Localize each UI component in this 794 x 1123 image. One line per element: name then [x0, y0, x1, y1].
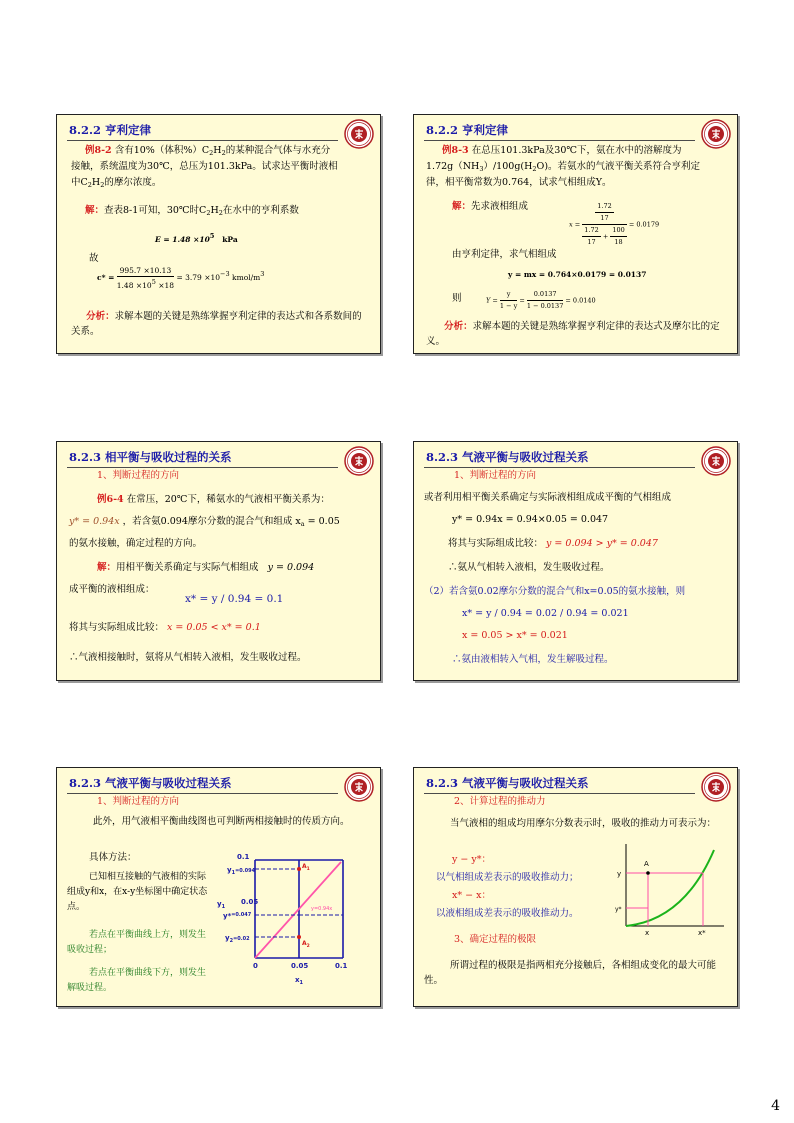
analysis-paragraph — [71, 309, 366, 339]
conc-numerator: 995.7 ×10.13 — [117, 265, 174, 277]
slide-gas-liquid-equilibrium-absorption — [413, 441, 738, 681]
slide-driving-force-and-limit — [413, 767, 738, 1007]
x-label: x — [645, 929, 650, 937]
example-text: 在总压101.3kPa及30℃下，氨在水中的溶解度为 — [471, 145, 682, 156]
conclusion-1: ∴氨从气相转入液相，发生吸收过程。 — [448, 562, 610, 573]
conclusion-line: ∴气液相接触时，氨将从气相转入液相，发生吸收过程。 — [69, 652, 307, 663]
y-tick-top: 0.1 — [237, 853, 250, 861]
example-line-2-tail: = 0.05 — [304, 516, 340, 527]
below-curve-text: 若点在平衡曲线下方，则发生解吸过程。 — [67, 968, 207, 993]
xstar-equation: x* = y / 0.94 = 0.1 — [185, 593, 284, 605]
slide-henry-law-example-8-3 — [413, 114, 738, 354]
university-seal-icon — [701, 772, 731, 802]
conc-den-base: 1.48 ×10 — [116, 281, 152, 290]
solution-line — [97, 560, 314, 575]
driving-force-chart — [614, 840, 729, 940]
x-den-a-top: 1.72 — [582, 225, 600, 237]
x-denominator: $\frac{1.72}{17}$ + $\frac{100}{18}$ — [584, 226, 625, 246]
slide-equilibrium-absorption-relation — [56, 441, 381, 681]
conc-unit: kmol/m — [232, 273, 261, 282]
Y-mid-num: 0.0137 — [527, 289, 563, 301]
mole-ratio-equation: Y = $\frac{y}{1 - y}$ = $\frac{0.0137}{1 - 0.0137}$ = 0.0140 — [486, 290, 596, 310]
intro-line: 或者利用相平衡关系确定与实际液相组成成平衡的气相组成 — [424, 492, 672, 503]
compare-line — [448, 536, 658, 551]
y1-label: $y_1^{=0.094}$ — [227, 866, 256, 876]
method-label: 具体方法： — [89, 852, 137, 863]
x-den-b-top: 100 — [610, 225, 626, 237]
y2-label: $y_2^{=0.02}$ — [225, 934, 250, 944]
slide-title: 8.2.3 气液平衡与吸收过程关系 — [426, 776, 589, 790]
x-num-top: 1.72 — [595, 201, 613, 213]
conc-den-tail: ×18 — [155, 281, 175, 290]
subheading: 1、判断过程的方向 — [454, 470, 537, 481]
slide-title: 8.2.2 亨利定律 — [426, 123, 509, 137]
university-seal-icon — [701, 119, 731, 149]
compare-line — [69, 620, 261, 635]
henry-eq: E = 1.48 ×10 — [155, 235, 210, 244]
a-label: A — [644, 860, 649, 868]
intro-paragraph: 此外，用气液相平衡曲线图也可判断两相接触时的传质方向。 — [93, 816, 350, 827]
ystar-label: y* — [615, 906, 622, 913]
title-divider — [424, 140, 695, 141]
Y-result: = 0.0140 — [565, 296, 596, 305]
university-seal-icon — [701, 446, 731, 476]
liquid-expression: x* − x： — [452, 890, 491, 901]
conc-denominator — [117, 277, 174, 291]
part-2-line — [424, 584, 685, 599]
ystar-label: y*$^{=0.047}$ — [223, 912, 252, 920]
solution-line: 解：查表8-1可知，30℃时$C_2H_2$在水中的亨利系数 — [85, 205, 299, 217]
gas-expression: y − y*： — [452, 854, 491, 865]
method-description: 已知相互接触的气液相的实际组成y和x，在x-y坐标图中确定状态点。 — [67, 872, 208, 912]
university-seal-icon — [344, 119, 374, 149]
example-line-1 — [97, 492, 330, 507]
slide-title: 8.2.3 气液平衡与吸收过程关系 — [426, 450, 589, 464]
subheading: 1、判断过程的方向 — [97, 470, 180, 481]
solution-y-value: y = 0.094 — [267, 562, 315, 573]
conc-fraction — [117, 265, 174, 291]
example-line-2-b: ）/100g(H — [483, 161, 533, 172]
example-line-2: 接触，系统温度为30℃，总压为101.3kPa。试求达平衡时液相 — [71, 161, 338, 172]
x-lhs: x = — [569, 220, 581, 229]
example-line-3-b: 的摩尔浓度。 — [104, 177, 162, 188]
ystar-equation: y* = 0.94x = 0.94×0.05 = 0.047 — [452, 514, 609, 525]
gas-description: 以气相组成差表示的吸收推动力； — [436, 872, 579, 883]
x-tick-05: 0.05 — [291, 962, 309, 970]
equilibrium-eq: y* = 0.94x — [69, 516, 120, 527]
example-text: 含有10%（体积%）C — [114, 145, 210, 156]
conc-lhs: c* = — [97, 273, 115, 282]
example-line-3: 的氨水接触，确定过程的方向。 — [69, 538, 203, 549]
driving-force-text: 当气液相的组成均用摩尔分数表示时，吸收的推动力可表示为： — [450, 818, 717, 829]
university-seal-icon — [344, 446, 374, 476]
university-seal-icon — [344, 772, 374, 802]
y-tick-mid: 0.05 — [241, 898, 259, 906]
compare-equation-2: x = 0.05 > x* = 0.021 — [462, 630, 568, 641]
example-line-3: 律，相平衡常数为0.764，试求气相组成Y。 — [426, 177, 612, 188]
compare-label: 将其与实际组成比较： — [448, 538, 544, 549]
solution-label: 解： — [85, 205, 105, 216]
example-line-2-a: 1.72g（NH — [426, 161, 480, 172]
line-label: y=0.94x — [311, 906, 333, 912]
x-result: = 0.0179 — [628, 220, 660, 229]
example-line-2: y* = 0.94x ，若含氨0.094摩尔分数的混合气和组成 $x_a = 0.05$ — [69, 516, 340, 528]
analysis-label: 分析： — [444, 321, 473, 332]
x-tick-0: 0 — [253, 962, 258, 970]
compare-equation: x = 0.05 < x* = 0.1 — [167, 622, 261, 633]
example-line-2-text: ，若含氨0.094摩尔分数的混合气和组成 x — [122, 516, 301, 527]
Y-num: y — [500, 289, 517, 301]
equilibrium-chart — [215, 848, 365, 998]
example-label: 例6-4 — [97, 494, 124, 505]
point-a2 — [297, 935, 301, 939]
slide-title: 8.2.2 亨利定律 — [69, 123, 152, 137]
analysis-paragraph — [426, 319, 724, 349]
solution-line — [452, 199, 528, 214]
henry-coefficient-equation — [155, 229, 238, 247]
conc-den-exp: 5 — [151, 278, 156, 286]
part-2-text: （2）若含氨0.02摩尔分数的混合气和 — [424, 586, 585, 597]
x-num-bottom: 17 — [600, 214, 609, 222]
henry-unit: kPa — [222, 235, 238, 244]
liquid-composition-equation — [569, 201, 659, 248]
compare-label: 将其与实际组成比较： — [69, 622, 165, 633]
henry-exp: 5 — [209, 232, 215, 240]
x-den-b-bottom: 18 — [614, 238, 623, 246]
example-text-tail: 的某种混合气体与水充分 — [225, 145, 331, 156]
solution-label: 解： — [97, 562, 117, 573]
conc-unit-exp: 3 — [260, 270, 265, 278]
then-label: 则 — [452, 293, 462, 304]
henry-law-text: 由亨利定律，求气相组成 — [452, 249, 557, 260]
limit-text: 所谓过程的极限是指两相充分接触后，各相组成变化的最大可能性。 — [424, 960, 717, 986]
solution-text: 查表8-1可知，30℃时C — [104, 205, 207, 216]
analysis-text: 求解本题的关键是熟练掌握亨利定律的表达式和各系数间的关系。 — [71, 311, 362, 337]
example-line-1: 例8-2 含有10%（体积$\%)C_2H_2$的某种混合气体与水充分 — [85, 145, 331, 157]
example-line-2-c: O)。若氨水的气液平衡关系符合亨利定 — [536, 161, 701, 172]
y-axis-title: $y_1$ — [217, 900, 226, 910]
y-label: y — [617, 870, 622, 878]
solution-text: 用相平衡关系确定与实际气相组成 — [116, 562, 259, 573]
example-line-3-a: 中C — [71, 177, 88, 188]
conc-result: = 3.79 ×10 — [176, 273, 221, 282]
xstar-equation-2: x* = y / 0.94 = 0.02 / 0.94 = 0.021 — [462, 608, 629, 619]
subheading: 1、判断过程的方向 — [97, 796, 180, 807]
x-axis-title: $x_1$ — [295, 976, 303, 986]
example-line-3: 中$C_2H_2$的摩尔浓度。 — [71, 177, 162, 189]
Y-mid-den: 1 − 0.0137 — [526, 302, 564, 310]
example-line-2: $1.72g(NH_3)/100g(H_2O)$。若氨水的气液平衡关系符合亨利定 — [426, 161, 701, 173]
x-fraction — [582, 201, 627, 248]
above-curve-text: 若点在平衡曲线上方，则发生吸收过程； — [67, 930, 207, 955]
conc-result-exp: −3 — [220, 270, 230, 278]
compare-equation: y = 0.094 > y* = 0.047 — [546, 538, 658, 549]
title-divider — [67, 140, 338, 141]
gas-composition-equation: y = mx = 0.764×0.0179 = 0.0137 — [508, 270, 647, 279]
x-numerator — [582, 201, 627, 225]
example-label: 例8-3 — [442, 145, 469, 156]
therefore-label: 故 — [89, 253, 99, 264]
a2-label: $A_2$ — [302, 940, 310, 949]
concentration-equation — [97, 265, 264, 291]
liquid-description: 以液相组成差表示的吸收推动力。 — [436, 908, 579, 919]
conclusion-2: ∴氨由液相转入气相，发生解吸过程。 — [452, 654, 614, 665]
analysis-label: 分析： — [86, 311, 115, 322]
subheading-limit: 3、确定过程的极限 — [454, 934, 537, 945]
Y-lhs: Y = — [486, 296, 498, 305]
x-tick-1: 0.1 — [335, 962, 348, 970]
page-number: 4 — [771, 1098, 780, 1114]
slide-henry-law-example-8-2 — [56, 114, 381, 354]
example-line-1 — [442, 143, 682, 158]
solution-label: 解： — [452, 201, 472, 212]
example-label: 例8-2 — [85, 145, 112, 156]
point-a1 — [297, 867, 301, 871]
slide-title: 8.2.3 气液平衡与吸收过程关系 — [69, 776, 232, 790]
x-den-a-bottom: 17 — [587, 238, 596, 246]
equilibrium-liquid-label: 成平衡的液相组成： — [69, 584, 155, 595]
analysis-text: 求解本题的关键是熟练掌握亨利定律的表达式及摩尔比的定义。 — [426, 321, 720, 347]
solution-text-tail: 在水中的亨利系数 — [222, 205, 299, 216]
part-2-tail: x=0.05的氨水接触，则 — [584, 586, 686, 597]
point-a — [646, 871, 650, 875]
example-text: 在常压，20℃下，稀氨水的气液相平衡关系为： — [126, 494, 330, 505]
slide-equilibrium-diagram-direction — [56, 767, 381, 1007]
Y-den: 1 − y — [499, 302, 518, 310]
slide-title: 8.2.3 相平衡与吸收过程的关系 — [69, 450, 232, 464]
subheading-driving-force: 2、计算过程的推动力 — [454, 796, 546, 807]
equilibrium-curve — [626, 850, 714, 926]
xstar-label: x* — [698, 929, 706, 937]
solution-text: 先求液相组成 — [471, 201, 529, 212]
a1-label: $A_1$ — [302, 863, 310, 872]
